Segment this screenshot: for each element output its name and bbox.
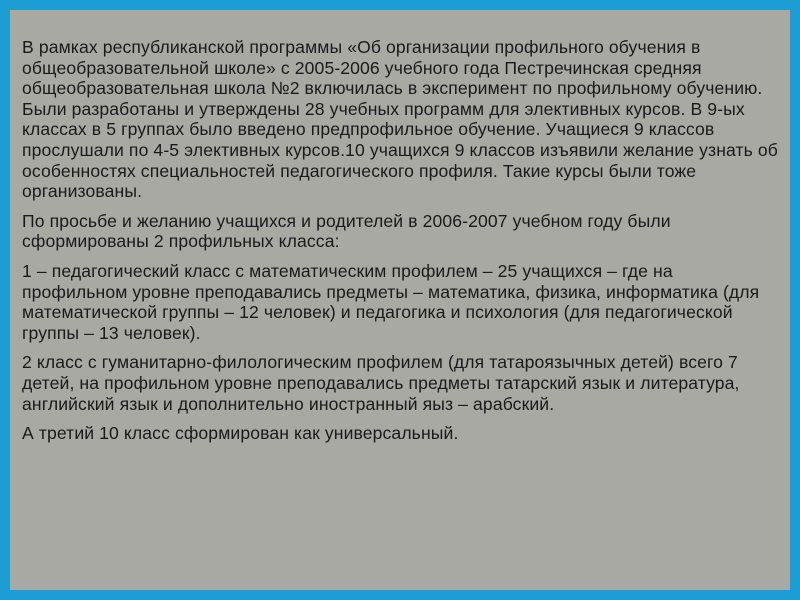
slide-text-block [22, 37, 778, 453]
paragraph-universal-class: А третий 10 класс сформирован как универсальный. [22, 423, 459, 444]
paragraph-program-intro: В рамках республиканской программы «Об организации профильного обучения в общеобразовательной школе» с 2005-2006 учебного года Пестречинская средняя общеобразовательная школа №2 включилась в эксперимент по профильному обучению. Были разработаны и утверждены 28 учебных программ для элективных курсов. В 9-ых классах в 5 группах было введено предпрофильное обучение. Учащиеся 9 классов прослушали по 4-5 элективных курсов.10 учащихся 9 классов изъявили желание узнать об особенностях специальностей педагогического профиля. Такие курсы были тоже организованы. [22, 37, 778, 202]
paragraph-profile-classes: По просьбе и желанию учащихся и родителей в 2006-2007 учебном году были сформированы 2 профильных класса: [22, 210, 671, 252]
paragraph-pedagogical-class: 1 – педагогический класс с математическим профилем – 25 учащихся – где на профильном уровне преподавались предметы – математика, физика, информатика (для математической группы – 12 человек) и педагогика и психология (для педагогической группы – 13 человек). [22, 260, 760, 343]
paragraph-humanities-class: 2 класс с гуманитарно-филологическим профилем (для татароязычных детей) всего 7 детей, на профильном уровне преподавались предметы татарский язык и литература, английский язык и дополнительно иностранный яыз – арабский. [22, 352, 740, 414]
slide-panel [10, 10, 790, 590]
